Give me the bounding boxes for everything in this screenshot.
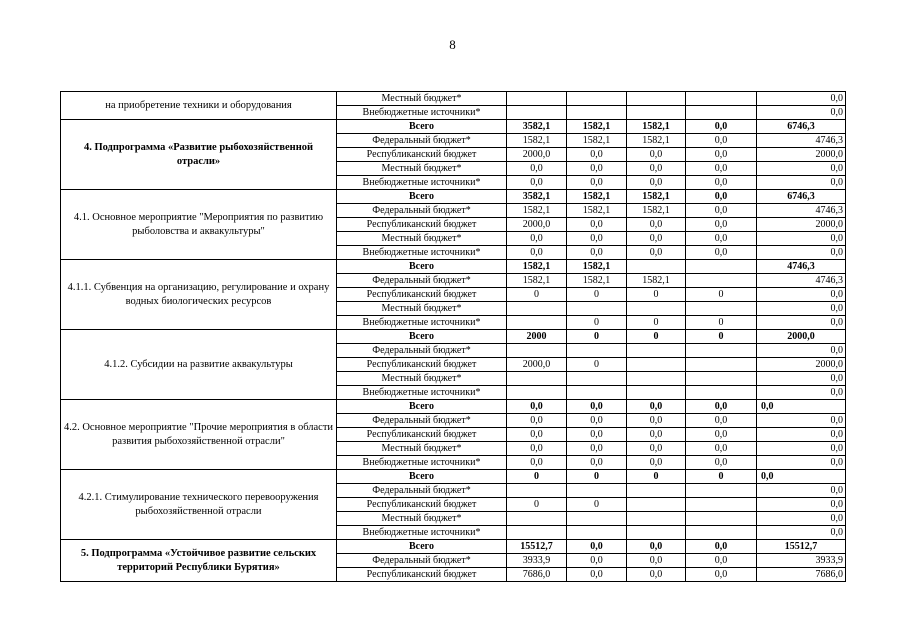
- year-value-cell: 15512,7: [507, 540, 567, 554]
- funding-source-cell: Всего: [337, 190, 507, 204]
- year-value-cell: 0,0: [686, 456, 757, 470]
- year-value-cell: 0,0: [567, 400, 627, 414]
- year-value-cell: 1582,1: [567, 274, 627, 288]
- funding-source-cell: Внебюджетные источники*: [337, 526, 507, 540]
- year-value-cell: [686, 302, 757, 316]
- funding-source-cell: Федеральный бюджет*: [337, 344, 507, 358]
- year-value-cell: 0,0: [627, 162, 686, 176]
- year-value-cell: 0,0: [686, 148, 757, 162]
- year-value-cell: [627, 92, 686, 106]
- year-value-cell: 0,0: [567, 540, 627, 554]
- table-row: [61, 400, 846, 414]
- funding-source-cell: Всего: [337, 470, 507, 484]
- budget-table: [60, 91, 846, 582]
- total-value-cell: 0,0: [757, 106, 846, 120]
- year-value-cell: [507, 106, 567, 120]
- year-value-cell: [507, 92, 567, 106]
- year-value-cell: [507, 512, 567, 526]
- funding-source-cell: Федеральный бюджет*: [337, 484, 507, 498]
- year-value-cell: 0,0: [627, 400, 686, 414]
- year-value-cell: 0,0: [686, 162, 757, 176]
- total-value-cell: 2000,0: [757, 330, 846, 344]
- total-value-cell: 0,0: [757, 442, 846, 456]
- total-value-cell: 0,0: [757, 526, 846, 540]
- year-value-cell: [627, 372, 686, 386]
- funding-source-cell: Республиканский бюджет: [337, 428, 507, 442]
- total-value-cell: 0,0: [757, 400, 846, 414]
- funding-source-cell: Внебюджетные источники*: [337, 176, 507, 190]
- funding-source-cell: Федеральный бюджет*: [337, 554, 507, 568]
- funding-source-cell: Всего: [337, 330, 507, 344]
- total-value-cell: 0,0: [757, 470, 846, 484]
- total-value-cell: 4746,3: [757, 134, 846, 148]
- funding-source-cell: Внебюджетные источники*: [337, 316, 507, 330]
- program-name-cell: 4.2. Основное мероприятие "Прочие мероприятия в области развития рыбохозяйственной отрасли": [61, 400, 337, 470]
- year-value-cell: 0,0: [507, 442, 567, 456]
- total-value-cell: 7686,0: [757, 568, 846, 582]
- year-value-cell: 0,0: [686, 400, 757, 414]
- year-value-cell: 0,0: [686, 218, 757, 232]
- year-value-cell: 0,0: [686, 568, 757, 582]
- year-value-cell: [686, 498, 757, 512]
- year-value-cell: [507, 372, 567, 386]
- total-value-cell: 4746,3: [757, 260, 846, 274]
- funding-source-cell: Внебюджетные источники*: [337, 106, 507, 120]
- funding-source-cell: Федеральный бюджет*: [337, 204, 507, 218]
- year-value-cell: 0,0: [686, 442, 757, 456]
- funding-source-cell: Всего: [337, 540, 507, 554]
- funding-source-cell: Внебюджетные источники*: [337, 386, 507, 400]
- year-value-cell: [627, 526, 686, 540]
- year-value-cell: [686, 106, 757, 120]
- total-value-cell: 4746,3: [757, 274, 846, 288]
- year-value-cell: 0: [686, 288, 757, 302]
- page-number: 8: [449, 37, 456, 52]
- year-value-cell: 0: [567, 316, 627, 330]
- year-value-cell: [627, 344, 686, 358]
- funding-source-cell: Всего: [337, 260, 507, 274]
- year-value-cell: [686, 386, 757, 400]
- year-value-cell: 1582,1: [627, 120, 686, 134]
- year-value-cell: 0,0: [507, 428, 567, 442]
- year-value-cell: [627, 260, 686, 274]
- year-value-cell: 0,0: [567, 218, 627, 232]
- year-value-cell: 0: [627, 470, 686, 484]
- total-value-cell: 0,0: [757, 92, 846, 106]
- year-value-cell: 0: [507, 498, 567, 512]
- year-value-cell: [686, 344, 757, 358]
- program-name-cell: 4.1.2. Субсидии на развитие аквакультуры: [61, 330, 337, 400]
- year-value-cell: 0,0: [686, 134, 757, 148]
- funding-source-cell: Всего: [337, 120, 507, 134]
- total-value-cell: 15512,7: [757, 540, 846, 554]
- year-value-cell: 0,0: [567, 232, 627, 246]
- year-value-cell: 0,0: [627, 428, 686, 442]
- year-value-cell: [686, 358, 757, 372]
- year-value-cell: 0,0: [567, 554, 627, 568]
- funding-source-cell: Местный бюджет*: [337, 372, 507, 386]
- year-value-cell: 0: [567, 470, 627, 484]
- table-row: [61, 92, 846, 106]
- year-value-cell: 0: [567, 358, 627, 372]
- year-value-cell: [567, 526, 627, 540]
- year-value-cell: 0,0: [627, 176, 686, 190]
- year-value-cell: [686, 512, 757, 526]
- funding-source-cell: Всего: [337, 400, 507, 414]
- year-value-cell: [567, 106, 627, 120]
- year-value-cell: [567, 92, 627, 106]
- year-value-cell: 3582,1: [507, 190, 567, 204]
- funding-source-cell: Местный бюджет*: [337, 442, 507, 456]
- year-value-cell: 0,0: [567, 568, 627, 582]
- year-value-cell: 0,0: [627, 456, 686, 470]
- funding-source-cell: Внебюджетные источники*: [337, 456, 507, 470]
- year-value-cell: [686, 274, 757, 288]
- year-value-cell: 0,0: [567, 246, 627, 260]
- year-value-cell: 0: [627, 288, 686, 302]
- total-value-cell: 0,0: [757, 372, 846, 386]
- year-value-cell: 0,0: [567, 162, 627, 176]
- program-name-cell: 4.1.1. Субвенция на организацию, регулирование и охрану водных биологических ресурсов: [61, 260, 337, 330]
- year-value-cell: 0,0: [507, 456, 567, 470]
- year-value-cell: 0,0: [567, 148, 627, 162]
- year-value-cell: [567, 302, 627, 316]
- year-value-cell: [627, 512, 686, 526]
- year-value-cell: [507, 302, 567, 316]
- year-value-cell: 1582,1: [507, 274, 567, 288]
- year-value-cell: 2000: [507, 330, 567, 344]
- year-value-cell: 0,0: [567, 442, 627, 456]
- year-value-cell: [507, 484, 567, 498]
- funding-source-cell: Республиканский бюджет: [337, 568, 507, 582]
- program-name-cell: 5. Подпрограмма «Устойчивое развитие сельских территорий Республики Бурятия»: [61, 540, 337, 582]
- year-value-cell: 0: [686, 330, 757, 344]
- program-name-cell: на приобретение техники и оборудования: [61, 92, 337, 120]
- year-value-cell: 0,0: [507, 162, 567, 176]
- total-value-cell: 0,0: [757, 288, 846, 302]
- year-value-cell: 0,0: [627, 554, 686, 568]
- year-value-cell: [567, 344, 627, 358]
- year-value-cell: [567, 484, 627, 498]
- year-value-cell: 0: [627, 316, 686, 330]
- year-value-cell: [627, 386, 686, 400]
- year-value-cell: 0,0: [686, 554, 757, 568]
- year-value-cell: [686, 260, 757, 274]
- total-value-cell: 0,0: [757, 302, 846, 316]
- total-value-cell: 0,0: [757, 232, 846, 246]
- year-value-cell: 0,0: [627, 218, 686, 232]
- year-value-cell: 0: [627, 330, 686, 344]
- funding-source-cell: Местный бюджет*: [337, 302, 507, 316]
- year-value-cell: 0,0: [507, 400, 567, 414]
- year-value-cell: 0,0: [627, 442, 686, 456]
- year-value-cell: [507, 316, 567, 330]
- year-value-cell: 0,0: [567, 176, 627, 190]
- total-value-cell: 0,0: [757, 456, 846, 470]
- year-value-cell: 2000,0: [507, 358, 567, 372]
- total-value-cell: 3933,9: [757, 554, 846, 568]
- year-value-cell: 0,0: [507, 414, 567, 428]
- year-value-cell: 0,0: [627, 540, 686, 554]
- year-value-cell: 0,0: [627, 232, 686, 246]
- funding-source-cell: Местный бюджет*: [337, 232, 507, 246]
- year-value-cell: 0,0: [567, 456, 627, 470]
- year-value-cell: 0,0: [627, 568, 686, 582]
- total-value-cell: 2000,0: [757, 218, 846, 232]
- total-value-cell: 6746,3: [757, 190, 846, 204]
- year-value-cell: 0,0: [686, 190, 757, 204]
- funding-source-cell: Местный бюджет*: [337, 512, 507, 526]
- program-name-cell: 4. Подпрограмма «Развитие рыбохозяйственной отрасли»: [61, 120, 337, 190]
- year-value-cell: [507, 386, 567, 400]
- year-value-cell: 0,0: [686, 176, 757, 190]
- table-row: [61, 190, 846, 204]
- year-value-cell: 1582,1: [567, 260, 627, 274]
- year-value-cell: [686, 92, 757, 106]
- year-value-cell: 1582,1: [507, 260, 567, 274]
- total-value-cell: 0,0: [757, 428, 846, 442]
- year-value-cell: [686, 372, 757, 386]
- year-value-cell: 0,0: [686, 232, 757, 246]
- year-value-cell: 0: [507, 288, 567, 302]
- year-value-cell: [567, 372, 627, 386]
- year-value-cell: 0,0: [686, 246, 757, 260]
- year-value-cell: [686, 484, 757, 498]
- funding-source-cell: Федеральный бюджет*: [337, 414, 507, 428]
- year-value-cell: 2000,0: [507, 148, 567, 162]
- total-value-cell: 0,0: [757, 176, 846, 190]
- year-value-cell: 1582,1: [567, 120, 627, 134]
- year-value-cell: 1582,1: [627, 134, 686, 148]
- total-value-cell: 4746,3: [757, 204, 846, 218]
- total-value-cell: 0,0: [757, 386, 846, 400]
- year-value-cell: 2000,0: [507, 218, 567, 232]
- total-value-cell: 2000,0: [757, 358, 846, 372]
- year-value-cell: 0,0: [686, 414, 757, 428]
- year-value-cell: [686, 526, 757, 540]
- year-value-cell: 1582,1: [627, 204, 686, 218]
- funding-source-cell: Республиканский бюджет: [337, 288, 507, 302]
- year-value-cell: [507, 526, 567, 540]
- total-value-cell: 6746,3: [757, 120, 846, 134]
- total-value-cell: 0,0: [757, 414, 846, 428]
- table-row: [61, 260, 846, 274]
- total-value-cell: 0,0: [757, 512, 846, 526]
- year-value-cell: [627, 484, 686, 498]
- year-value-cell: [627, 302, 686, 316]
- year-value-cell: 0,0: [507, 232, 567, 246]
- year-value-cell: 0: [686, 316, 757, 330]
- funding-source-cell: Внебюджетные источники*: [337, 246, 507, 260]
- total-value-cell: 0,0: [757, 316, 846, 330]
- year-value-cell: 1582,1: [627, 190, 686, 204]
- funding-source-cell: Федеральный бюджет*: [337, 274, 507, 288]
- year-value-cell: 1582,1: [627, 274, 686, 288]
- total-value-cell: 0,0: [757, 498, 846, 512]
- year-value-cell: 0,0: [567, 414, 627, 428]
- year-value-cell: 0: [567, 498, 627, 512]
- funding-source-cell: Республиканский бюджет: [337, 498, 507, 512]
- year-value-cell: 0,0: [627, 148, 686, 162]
- funding-source-cell: Республиканский бюджет: [337, 358, 507, 372]
- year-value-cell: 3582,1: [507, 120, 567, 134]
- total-value-cell: 2000,0: [757, 148, 846, 162]
- year-value-cell: [627, 106, 686, 120]
- total-value-cell: 0,0: [757, 246, 846, 260]
- year-value-cell: 0: [686, 470, 757, 484]
- total-value-cell: 0,0: [757, 162, 846, 176]
- funding-source-cell: Местный бюджет*: [337, 92, 507, 106]
- program-name-cell: 4.2.1. Стимулирование технического перевооружения рыбохозяйственной отрасли: [61, 470, 337, 540]
- funding-source-cell: Республиканский бюджет: [337, 218, 507, 232]
- year-value-cell: 0,0: [686, 428, 757, 442]
- year-value-cell: 0: [567, 288, 627, 302]
- funding-source-cell: Местный бюджет*: [337, 162, 507, 176]
- table-row: [61, 540, 846, 554]
- year-value-cell: 0,0: [627, 246, 686, 260]
- total-value-cell: 0,0: [757, 484, 846, 498]
- year-value-cell: 1582,1: [507, 134, 567, 148]
- year-value-cell: [627, 498, 686, 512]
- year-value-cell: 7686,0: [507, 568, 567, 582]
- funding-source-cell: Республиканский бюджет: [337, 148, 507, 162]
- year-value-cell: [627, 358, 686, 372]
- year-value-cell: [567, 512, 627, 526]
- table-row: [61, 470, 846, 484]
- year-value-cell: 0,0: [507, 246, 567, 260]
- year-value-cell: [507, 344, 567, 358]
- year-value-cell: 0: [507, 470, 567, 484]
- year-value-cell: 0: [567, 330, 627, 344]
- year-value-cell: 1582,1: [567, 134, 627, 148]
- year-value-cell: 0,0: [507, 176, 567, 190]
- funding-source-cell: Федеральный бюджет*: [337, 134, 507, 148]
- year-value-cell: 0,0: [567, 428, 627, 442]
- year-value-cell: 0,0: [686, 120, 757, 134]
- table-row: [61, 330, 846, 344]
- program-name-cell: 4.1. Основное мероприятие "Мероприятия по развитию рыболовства и аквакультуры": [61, 190, 337, 260]
- total-value-cell: 0,0: [757, 344, 846, 358]
- year-value-cell: 0,0: [686, 204, 757, 218]
- year-value-cell: 0,0: [686, 540, 757, 554]
- table-row: [61, 120, 846, 134]
- year-value-cell: 3933,9: [507, 554, 567, 568]
- year-value-cell: 1582,1: [507, 204, 567, 218]
- year-value-cell: 1582,1: [567, 190, 627, 204]
- year-value-cell: 0,0: [627, 414, 686, 428]
- year-value-cell: 1582,1: [567, 204, 627, 218]
- year-value-cell: [567, 386, 627, 400]
